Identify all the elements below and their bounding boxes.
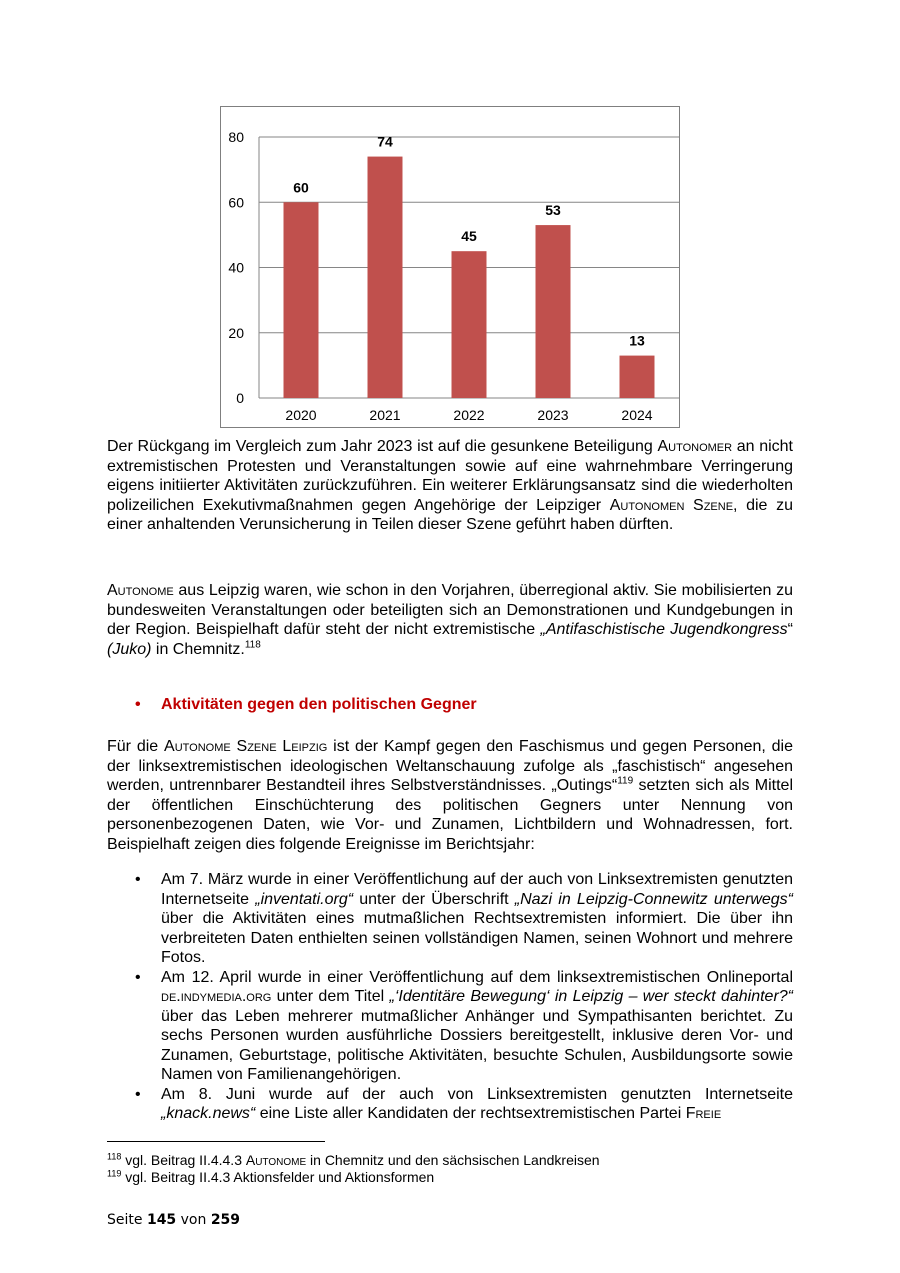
bar-2024: [620, 356, 655, 398]
list-bullet: •: [135, 871, 141, 888]
bar-2022: [452, 251, 487, 398]
list-item: [107, 1085, 793, 1124]
data-label-2020: 60: [293, 179, 309, 196]
footnote-smallcaps: Autonome: [245, 1152, 307, 1168]
event2-smallcaps-1: de.indymedia.org: [161, 988, 272, 1005]
event3-smallcaps-1: Freie: [685, 1105, 722, 1122]
para2-text-1: aus Leipzig waren, wie schon in den Vorjahren, überregional aktiv. Sie mobilisierten zu bundesweiten Veranstaltungen oder beteiligten sich an Demonstrationen und Kundgebungen in der Region. Beispielhaft dafür steht der nicht extremistische: [107, 582, 793, 638]
list-bullet: •: [135, 968, 141, 986]
event1-text-2: unter der Überschrift: [353, 890, 515, 908]
y-tick-label: 20: [228, 324, 244, 341]
y-tick-label: 60: [228, 194, 244, 211]
para1-text-2: an nicht extremistischen Protesten und Veranstaltungen sowie auf eine wahrnehmbare Verringerung eigens initiierter Aktivitäten zurückzuführen. Ein weiterer Erklärungsansatz sind die wiederholten polizeilichen Exekutivmaßnahmen gegen Angehörige der Leipziger: [107, 438, 794, 514]
x-tick-label-2023: 2023: [537, 407, 569, 423]
data-label-2023: 53: [545, 202, 561, 219]
footnote-number: 119: [107, 1168, 122, 1179]
y-tick-label: 80: [228, 129, 244, 145]
event3-text-1: Am 8. Juni wurde auf der auch von Linksextremisten genutzten Internetseite: [161, 1085, 793, 1103]
page-number: [107, 1212, 240, 1228]
event2-text-2: unter dem Titel: [271, 988, 390, 1005]
list-item: [107, 870, 793, 968]
bar-chart: [220, 106, 680, 428]
bar-2020: [284, 202, 319, 398]
list-item: [107, 968, 793, 1085]
page-prefix: Seite: [107, 1212, 147, 1228]
event1-text-1: Am 7. März wurde in einer Veröffentlichung auf der auch von Linksextremisten genutzten Internetseite: [161, 871, 793, 908]
event1-italic-1: „inventati.org“: [255, 890, 354, 908]
bar-chart-svg: [221, 107, 681, 429]
page-mid: von: [176, 1212, 211, 1228]
x-tick-label-2024: 2024: [621, 407, 653, 423]
event-list: [107, 870, 793, 1124]
para1-smallcaps-2: Autonomen Szene: [609, 496, 734, 514]
page-total: 259: [210, 1212, 241, 1228]
paragraph-autonome-activity: [107, 581, 793, 659]
footnote-ref-119: 119: [617, 775, 634, 787]
para2-smallcaps-1: Autonome: [107, 582, 174, 599]
footnote-119: [107, 1169, 600, 1186]
bar-2021: [368, 157, 403, 398]
event1-text-3: über die Aktivitäten eines mutmaßlichen Rechtsextremisten informiert. Die über ihn verbreiteten Daten enthielten seinen vollständigen Namen, seinen Wohnort und mehrere Fotos.: [161, 910, 793, 966]
para3-text-2: ist der Kampf gegen den Faschismus und gegen Personen, die der linksextremistischen ideologischen Weltanschauung zufolge als „faschistisch“ angesehen werden, untrennbarer Bestandteil ihres Selbstverständnisses. „Outings“: [107, 738, 793, 794]
list-bullet: •: [135, 1085, 141, 1103]
footnote-text: vgl. Beitrag II.4.3 Aktionsfelder und Aktionsformen: [121, 1169, 435, 1185]
para3-text-3: setzten sich als Mittel der öffentlichen Einschüchterung des politischen Gegners unter Nennung von personenbezogenen Daten, wie Vor- und Zunamen, Lichtbildern und Wohnadressen, fort. Beispielhaft zeigen dies folgende Ereignisse im Berichtsjahr:: [107, 777, 794, 853]
para3-text-1: Für die: [107, 738, 165, 755]
footnote-text-2: in Chemnitz und den sächsischen Landkreisen: [306, 1152, 600, 1168]
x-tick-label-2021: 2021: [369, 407, 401, 423]
footnote-118: [107, 1152, 600, 1169]
para1-text-3: , die zu einer anhaltenden Verunsicherung in Teilen dieser Szene geführt haben dürften.: [107, 496, 793, 533]
para2-italic-1: „Antifaschistische Jugendkongress: [540, 621, 788, 638]
footnotes: [107, 1152, 600, 1186]
y-tick-label: 0: [236, 390, 244, 406]
event2-italic-1: „‘Identitäre Bewegung‘ in Leipzig – wer steckt dahinter?“: [389, 988, 793, 1005]
para1-smallcaps-1: Autonomer: [657, 438, 733, 455]
y-tick-label: 40: [228, 259, 244, 276]
para2-italic-2: (Juko): [107, 640, 152, 658]
paragraph-outings: [107, 737, 793, 854]
page-current: 145: [146, 1212, 177, 1228]
event3-text-2: eine Liste aller Kandidaten der rechtsextremistischen Partei: [255, 1105, 686, 1122]
footnote-text: vgl. Beitrag II.4.4.3: [121, 1152, 246, 1168]
section-heading: [135, 696, 477, 714]
data-label-2021: 74: [377, 133, 393, 150]
event2-text-3: über das Leben mehrerer mutmaßlicher Anhänger und Sympathisanten berichtet. Zu sechs Personen wurden ausführliche Dossiers bereitgestellt, inklusive deren Vor- und Zunamen, Geburtstage, politische Aktivitäten, besuchte Schulen, Ausbildungsorte sowie Namen von Familienangehörigen.: [161, 1007, 793, 1083]
event1-italic-2: „Nazi in Leipzig-Connewitz unterwegs“: [514, 890, 793, 908]
heading-text: Aktivitäten gegen den politischen Gegner: [161, 696, 477, 713]
data-label-2022: 45: [461, 228, 477, 245]
data-label-2024: 13: [629, 332, 645, 349]
heading-bullet: •: [135, 696, 141, 713]
footnote-divider: [107, 1141, 325, 1142]
para2-text-3: in Chemnitz.: [151, 640, 245, 658]
para3-smallcaps-1: Autonome Szene Leipzig: [164, 738, 328, 755]
paragraph-decline: [107, 437, 793, 535]
para2-text-2: “: [787, 621, 793, 638]
footnote-ref-118: 118: [244, 639, 261, 651]
event2-text-1: Am 12. April wurde in einer Veröffentlichung auf dem linksextremistischen Onlineportal: [161, 968, 793, 986]
x-tick-label-2020: 2020: [285, 407, 317, 423]
event3-italic-1: „knack.news“: [161, 1105, 256, 1122]
bar-2023: [536, 225, 571, 398]
x-tick-label-2022: 2022: [453, 407, 485, 423]
para1-text-1: Der Rückgang im Vergleich zum Jahr 2023 ist auf die gesunkene Beteiligung: [107, 438, 658, 455]
footnote-number: 118: [107, 1151, 122, 1162]
